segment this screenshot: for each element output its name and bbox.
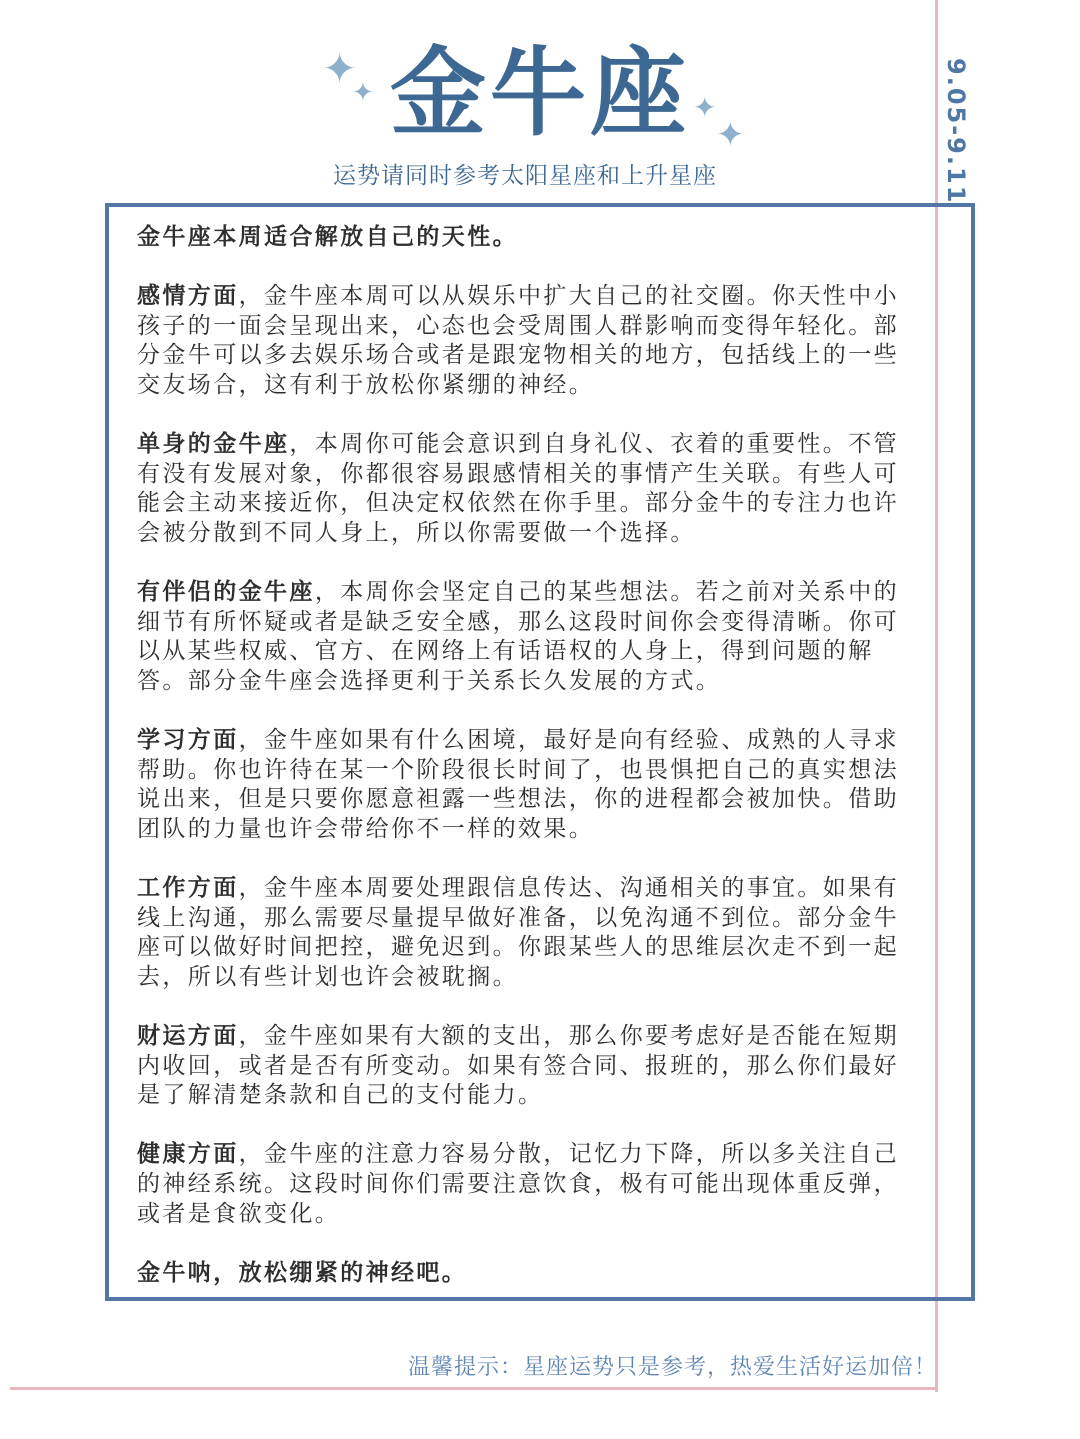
date-range: 9.05-9.11 — [942, 58, 970, 205]
sparkle-icon: ✦ — [352, 78, 374, 108]
section-heading: 有伴侣的金牛座 — [137, 579, 315, 606]
section-heading: 健康方面 — [137, 1141, 239, 1168]
section-text: ，金牛座本周可以从娱乐中扩大自己的社交圈。你天性中小孩子的一面会呈现出来，心态也会受周围人群影响而变得年轻化。部分金牛可以多去娱乐场合或者是跟宠物相关的地方，包括线上的一些交友场合，这有利于放松你紧绷的神经。 — [137, 283, 900, 398]
intro-line: 金牛座本周适合解放自己的天性。 — [137, 224, 518, 250]
section-text: ，金牛座如果有大额的支出，那么你要考虑好是否能在短期内收回，或者是否有所变动。如果有签合同、报班的，那么你们最好是了解清楚条款和自己的支付能力。 — [137, 1023, 900, 1109]
sparkle-icon: ✦ — [693, 91, 717, 124]
section-paragraph — [137, 282, 911, 400]
section-heading: 单身的金牛座 — [137, 431, 290, 458]
section-paragraph — [137, 874, 911, 992]
pink-horizontal-line — [10, 1387, 938, 1390]
section-text: ，金牛座本周要处理跟信息传达、沟通相关的事宜。如果有线上沟通，那么需要尽量提早做好准备，以免沟通不到位。部分金牛座可以做好时间把控，避免迟到。你跟某些人的思维层次走不到一起去，所以有些计划也许会被耽搁。 — [137, 875, 900, 990]
section-heading: 感情方面 — [137, 283, 239, 310]
section-paragraph — [137, 726, 911, 844]
section-paragraph — [137, 578, 911, 696]
footer-tip: 温馨提示：星座运势只是参考，热爱生活好运加倍！ — [408, 1355, 938, 1380]
section-text: ，本周你会坚定自己的某些想法。若之前对关系中的细节有所怀疑或者是缺乏安全感，那么这段时间你会变得清晰。你可以从某些权威、官方、在网络上有话语权的人身上，得到问题的解答。部分金牛座会选择更利于关系长久发展的方式。 — [137, 579, 900, 694]
subtitle: 运势请同时参考太阳星座和上升星座 — [333, 163, 717, 189]
sparkle-icon: ✦ — [322, 44, 358, 93]
section-paragraph — [137, 1022, 911, 1111]
section-text: ，本周你可能会意识到自身礼仪、衣着的重要性。不管有没有发展对象，你都很容易跟感情相关的事情产生关联。有些人可能会主动来接近你，但决定权依然在你手里。部分金牛的专注力也许会被分散到不同人身上，所以你需要做一个选择。 — [137, 431, 900, 546]
horoscope-content-box — [105, 203, 975, 1301]
section-heading: 工作方面 — [137, 875, 239, 902]
page-title: 金牛座 — [390, 37, 690, 149]
sparkle-icon: ✦ — [716, 115, 745, 155]
section-text: ，金牛座如果有什么困境，最好是向有经验、成熟的人寻求帮助。你也许待在某一个阶段很长时间了，也畏惧把自己的真实想法说出来，但是只要你愿意袒露一些想法，你的进程都会被加快。借助团队的力量也许会带给你不一样的效果。 — [137, 727, 900, 842]
section-heading: 学习方面 — [137, 727, 239, 754]
section-paragraph — [137, 1140, 911, 1229]
closing-line: 金牛呐，放松绷紧的神经吧。 — [137, 1259, 468, 1286]
section-heading: 财运方面 — [137, 1023, 239, 1050]
section-text: ，金牛座的注意力容易分散，记忆力下降，所以多关注自己的神经系统。这段时间你们需要注意饮食，极有可能出现体重反弹，或者是食欲变化。 — [137, 1141, 900, 1227]
section-paragraph — [137, 430, 911, 548]
